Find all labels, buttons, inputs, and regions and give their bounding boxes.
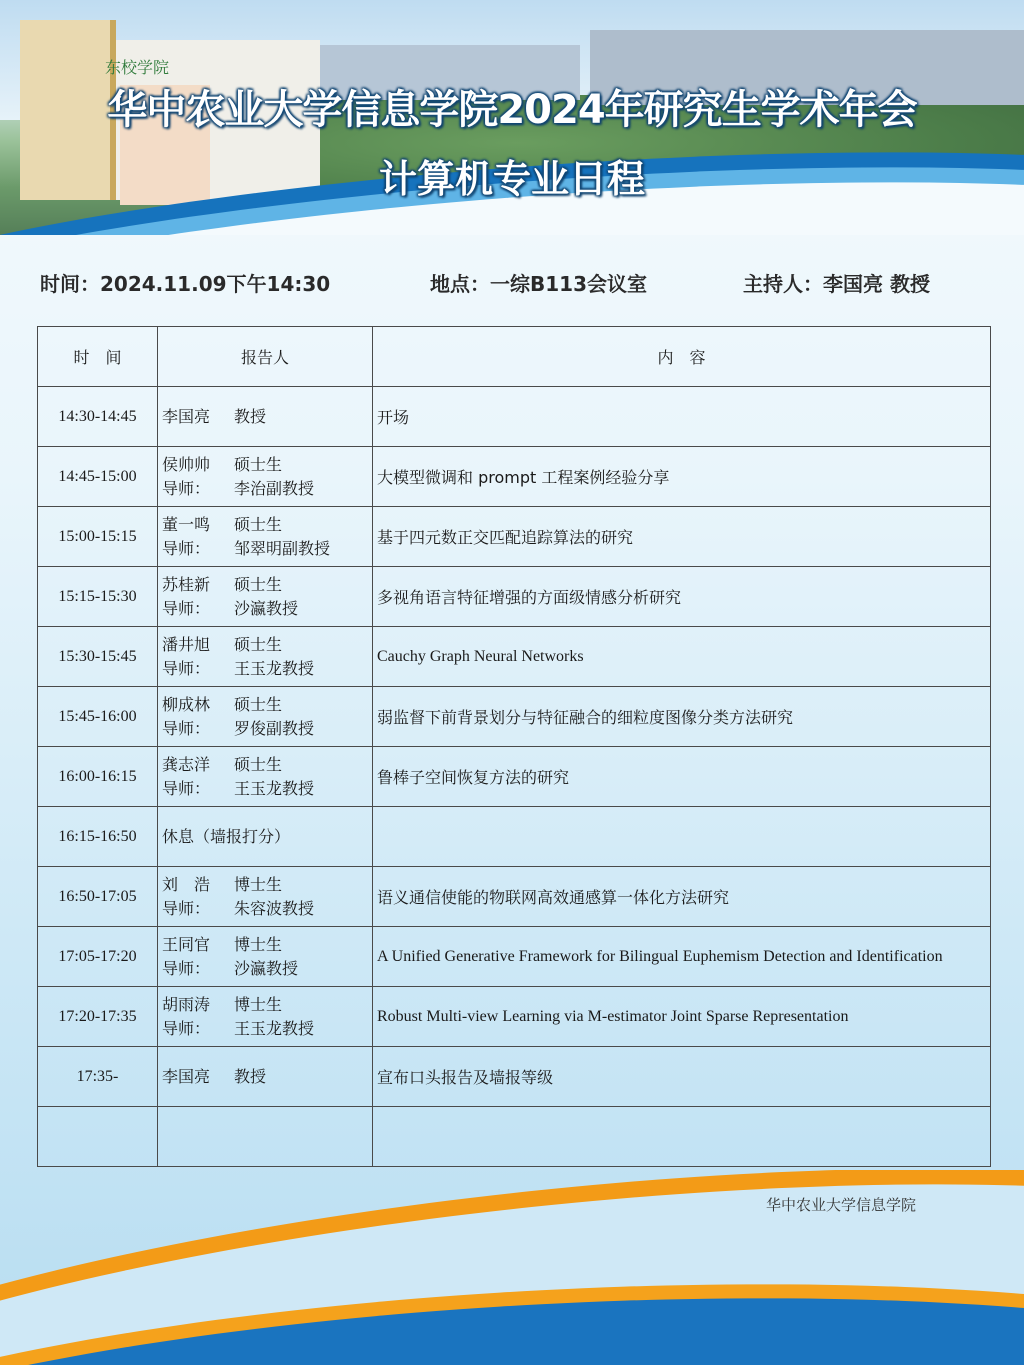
speaker-name: 刘 浩 — [162, 874, 211, 894]
row-speaker — [158, 627, 373, 687]
table-row — [38, 1047, 991, 1107]
table-row — [38, 447, 991, 507]
speaker-name: 休息（墙报打分） — [162, 826, 291, 846]
row-content: 鲁棒子空间恢复方法的研究 — [373, 747, 991, 807]
speaker-name: 苏桂新 — [162, 574, 211, 594]
advisor-label: 导师： — [162, 898, 211, 918]
row-content: 基于四元数正交匹配追踪算法的研究 — [373, 507, 991, 567]
row-content: 多视角语言特征增强的方面级情感分析研究 — [373, 567, 991, 627]
speaker-name: 李国亮 — [162, 1066, 211, 1086]
row-time: 17:35- — [38, 1047, 158, 1107]
table-row — [38, 627, 991, 687]
table-row — [38, 387, 991, 447]
row-speaker — [158, 387, 373, 447]
advisor-line — [162, 477, 368, 501]
advisor-name: 王玉龙教授 — [234, 778, 315, 798]
table-row — [38, 927, 991, 987]
speaker-title: 硕士生 — [234, 514, 283, 534]
row-time: 16:50-17:05 — [38, 867, 158, 927]
table-row — [38, 1107, 991, 1167]
advisor-line — [162, 597, 368, 621]
table-row — [38, 747, 991, 807]
speaker-line — [162, 573, 368, 597]
advisor-name: 沙瀛教授 — [234, 598, 299, 618]
speaker-title: 博士生 — [234, 934, 283, 954]
speaker-line — [162, 405, 368, 429]
row-speaker — [158, 567, 373, 627]
speaker-line — [162, 513, 368, 537]
speaker-title: 教授 — [234, 406, 267, 426]
header-speaker: 报告人 — [158, 327, 373, 387]
speaker-line — [162, 453, 368, 477]
speaker-line — [162, 633, 368, 657]
header-banner — [0, 0, 1024, 235]
row-content: 弱监督下前背景划分与特征融合的细粒度图像分类方法研究 — [373, 687, 991, 747]
row-content: 宣布口头报告及墙报等级 — [373, 1047, 991, 1107]
advisor-line — [162, 1017, 368, 1041]
advisor-name: 王玉龙教授 — [234, 658, 315, 678]
advisor-line — [162, 777, 368, 801]
advisor-line — [162, 717, 368, 741]
speaker-line — [162, 933, 368, 957]
advisor-name: 王玉龙教授 — [234, 1018, 315, 1038]
speaker-title: 博士生 — [234, 994, 283, 1014]
row-content: Robust Multi-view Learning via M-estimator Joint Sparse Representation — [373, 987, 991, 1047]
header-content: 内 容 — [373, 327, 991, 387]
advisor-label: 导师： — [162, 1018, 211, 1038]
row-time: 15:00-15:15 — [38, 507, 158, 567]
table-row — [38, 507, 991, 567]
speaker-name: 胡雨涛 — [162, 994, 211, 1014]
row-time: 15:30-15:45 — [38, 627, 158, 687]
event-info — [0, 268, 1024, 298]
event-host: 主持人：李国亮 教授 — [743, 272, 930, 296]
speaker-line — [162, 753, 368, 777]
advisor-line — [162, 537, 368, 561]
speaker-title: 博士生 — [234, 874, 283, 894]
row-content: A Unified Generative Framework for Bilingual Euphemism Detection and Identification — [373, 927, 991, 987]
speaker-name: 侯帅帅 — [162, 454, 211, 474]
advisor-line — [162, 957, 368, 981]
advisor-label: 导师： — [162, 598, 211, 618]
speaker-name: 柳成林 — [162, 694, 211, 714]
advisor-label: 导师： — [162, 478, 211, 498]
speaker-name: 王同官 — [162, 934, 211, 954]
advisor-name: 朱容波教授 — [234, 898, 315, 918]
table-header-row — [38, 327, 991, 387]
advisor-name: 邹翠明副教授 — [234, 538, 331, 558]
advisor-line — [162, 657, 368, 681]
advisor-label: 导师： — [162, 658, 211, 678]
speaker-line — [162, 693, 368, 717]
advisor-label: 导师： — [162, 718, 211, 738]
speaker-title: 硕士生 — [234, 694, 283, 714]
row-speaker — [158, 747, 373, 807]
table-row — [38, 987, 991, 1047]
advisor-line — [162, 897, 368, 921]
event-time: 时间：2024.11.09下午14:30 — [40, 272, 331, 296]
speaker-line — [162, 993, 368, 1017]
row-speaker — [158, 867, 373, 927]
row-speaker — [158, 447, 373, 507]
speaker-line — [162, 825, 368, 849]
speaker-title: 教授 — [234, 1066, 267, 1086]
advisor-label: 导师： — [162, 958, 211, 978]
speaker-title: 硕士生 — [234, 754, 283, 774]
campus-sign: 东校学院 — [105, 58, 170, 77]
page-title: 华中农业大学信息学院2024年研究生学术年会 — [107, 87, 917, 133]
row-speaker — [158, 927, 373, 987]
row-time: 16:15-16:50 — [38, 807, 158, 867]
row-speaker — [158, 507, 373, 567]
table-row — [38, 687, 991, 747]
schedule-table — [37, 326, 991, 1167]
table-row — [38, 807, 991, 867]
organizer: 华中农业大学信息学院 — [766, 1196, 917, 1214]
advisor-name: 李治副教授 — [234, 478, 315, 498]
row-speaker — [158, 687, 373, 747]
speaker-name: 龚志洋 — [162, 754, 211, 774]
speaker-title: 硕士生 — [234, 634, 283, 654]
speaker-line — [162, 1065, 368, 1089]
speaker-name: 董一鸣 — [162, 514, 211, 534]
event-place: 地点：一综B113会议室 — [430, 272, 647, 296]
row-time: 17:20-17:35 — [38, 987, 158, 1047]
speaker-line — [162, 873, 368, 897]
header-time: 时 间 — [38, 327, 158, 387]
speaker-title: 硕士生 — [234, 574, 283, 594]
row-speaker — [158, 1107, 373, 1167]
row-content — [373, 1107, 991, 1167]
table-row — [38, 567, 991, 627]
row-content: 语义通信使能的物联网高效通感算一体化方法研究 — [373, 867, 991, 927]
row-speaker — [158, 807, 373, 867]
row-time: 14:30-14:45 — [38, 387, 158, 447]
table-row — [38, 867, 991, 927]
row-time: 17:05-17:20 — [38, 927, 158, 987]
advisor-name: 罗俊副教授 — [234, 718, 315, 738]
row-content: 大模型微调和 prompt 工程案例经验分享 — [373, 447, 991, 507]
row-content: Cauchy Graph Neural Networks — [373, 627, 991, 687]
row-content: 开场 — [373, 387, 991, 447]
page-subtitle: 计算机专业日程 — [378, 157, 645, 201]
speaker-title: 硕士生 — [234, 454, 283, 474]
row-time — [38, 1107, 158, 1167]
speaker-name: 李国亮 — [162, 406, 211, 426]
row-speaker — [158, 1047, 373, 1107]
advisor-label: 导师： — [162, 778, 211, 798]
row-time: 15:45-16:00 — [38, 687, 158, 747]
advisor-name: 沙瀛教授 — [234, 958, 299, 978]
row-content — [373, 807, 991, 867]
row-time: 15:15-15:30 — [38, 567, 158, 627]
row-time: 14:45-15:00 — [38, 447, 158, 507]
advisor-label: 导师： — [162, 538, 211, 558]
speaker-name: 潘井旭 — [162, 634, 211, 654]
row-time: 16:00-16:15 — [38, 747, 158, 807]
row-speaker — [158, 987, 373, 1047]
